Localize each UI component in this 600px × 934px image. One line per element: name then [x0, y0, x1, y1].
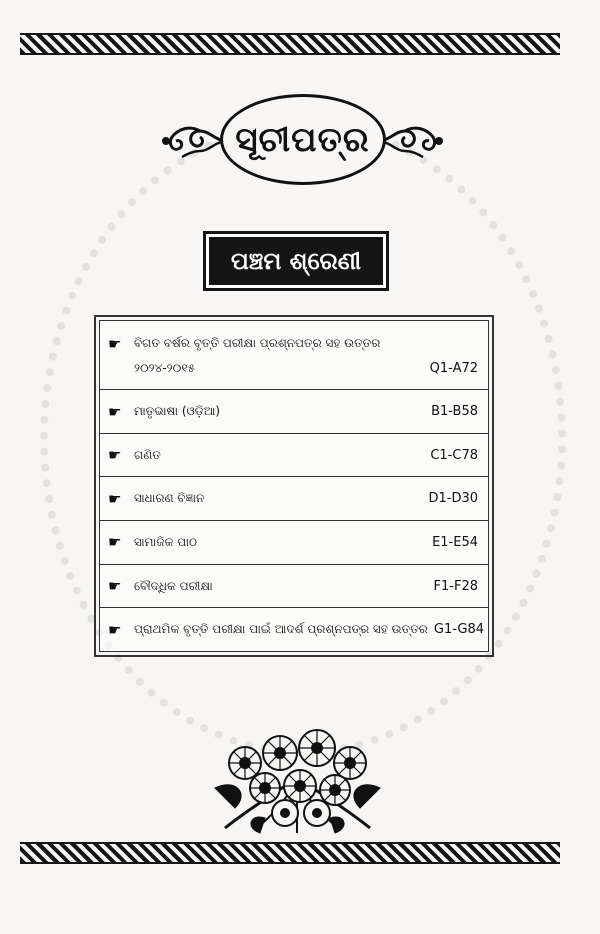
title-block — [160, 87, 445, 192]
toc-label: ଗଣିତ — [134, 447, 161, 462]
toc-page-range: D1-D30 — [428, 491, 478, 507]
toc-page-range: Q1-A72 — [429, 360, 478, 376]
pointing-hand-icon: ☛ — [108, 489, 122, 508]
right-flourish-icon — [375, 123, 445, 159]
bottom-decorative-border — [20, 842, 560, 864]
toc-page-range: C1-C78 — [430, 447, 478, 463]
pointing-hand-icon: ☛ — [108, 402, 122, 421]
pointing-hand-icon: ☛ — [108, 620, 122, 639]
toc-page-range: B1-B58 — [431, 404, 478, 420]
pointing-hand-icon: ☛ — [108, 446, 122, 465]
top-decorative-border — [20, 33, 560, 55]
pointing-hand-icon: ☛ — [108, 577, 122, 596]
toc-row-mother-tongue[interactable] — [100, 390, 488, 434]
toc-label: ବିଗତ ବର୍ଷର ବୃତ୍ତି ପରୀକ୍ଷା ପ୍ରଶ୍ନପତ୍ର ସହ ଉତ୍ତର — [134, 336, 381, 351]
page-title: ସୂଚୀପତ୍ର — [235, 119, 370, 160]
toc-row-model-papers[interactable] — [100, 608, 488, 651]
table-of-contents — [94, 315, 494, 657]
toc-row-social-studies[interactable] — [100, 521, 488, 565]
toc-label: ପ୍ରାଥମିକ ବୃତ୍ତି ପରୀକ୍ଷା ପାଇଁ ଆଦର୍ଶ ପ୍ରଶ୍ନପତ୍ର ସହ ଉତ୍ତର — [134, 622, 428, 637]
toc-row-science[interactable] — [100, 477, 488, 521]
toc-label: ବୌଦ୍ଧିକ ପରୀକ୍ଷା — [134, 578, 213, 593]
toc-row-previous-papers[interactable] — [100, 321, 488, 390]
toc-row-mathematics[interactable] — [100, 434, 488, 478]
toc-label-years: ୨୦୨୪-୨୦୧୫ — [134, 360, 196, 375]
toc-label: ସାମାଜିକ ପାଠ — [134, 534, 197, 549]
class-banner: ପଞ୍ଚମ ଶ୍ରେଣୀ — [203, 231, 389, 291]
toc-page-range: G1-G84 — [433, 622, 485, 638]
flower-bouquet-icon — [205, 718, 390, 836]
pointing-hand-icon: ☛ — [108, 334, 122, 353]
toc-page-range: E1-E54 — [432, 534, 478, 550]
title-oval — [220, 94, 386, 185]
toc-label: ସାଧାରଣ ବିଜ୍ଞାନ — [134, 491, 205, 506]
toc-row-mental-ability[interactable] — [100, 565, 488, 609]
toc-page-range: F1-F28 — [433, 578, 478, 594]
toc-label: ମାତୃଭାଷା (ଓଡ଼ିଆ) — [134, 404, 220, 419]
pointing-hand-icon: ☛ — [108, 533, 122, 552]
